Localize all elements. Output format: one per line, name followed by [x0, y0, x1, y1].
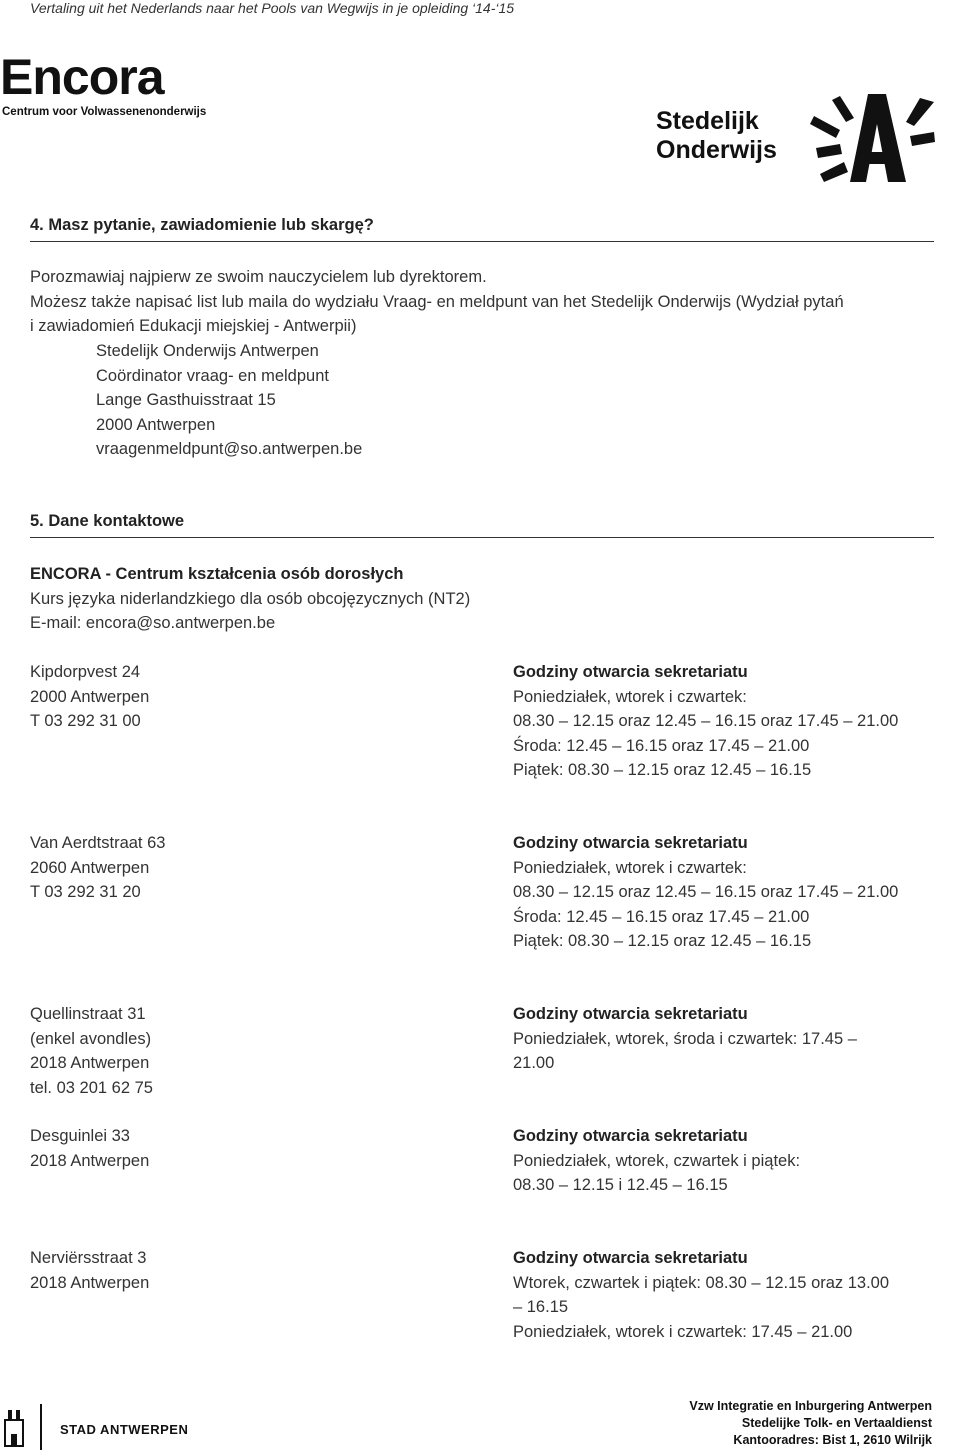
translation-note: Vertaling uit het Nederlands naar het Pools van Wegwijs in je opleiding ‘14-‘15 [30, 0, 515, 16]
location-address [30, 1246, 149, 1295]
hours-line: Poniedziałek, wtorek i czwartek: [513, 687, 747, 706]
encora-logo: Encora [0, 49, 164, 105]
hours-title: Godziny otwarcia sekretariatu [513, 663, 748, 681]
address-line: Quellinstraat 31 [30, 1005, 146, 1023]
section-4-paragraph-1: Porozmawiaj najpierw ze swoim nauczycielem lub dyrektorem. [30, 268, 487, 286]
contact-email-link[interactable]: vraagenmeldpunt@so.antwerpen.be [96, 440, 363, 458]
section-4-paragraph-2-line-1: Możesz także napisać list lub maila do wydziału Vraag- en meldpunt van het Stedelijk Onderwijs (Wydział pytań [30, 293, 844, 311]
location-address [30, 1124, 149, 1173]
hours-line: Poniedziałek, wtorek i czwartek: 17.45 – 21.00 [513, 1322, 853, 1341]
antwerpen-a-logo-icon [810, 92, 935, 184]
org-name: ENCORA - Centrum kształcenia osób dorosłych [30, 565, 404, 583]
location-hours [513, 1246, 889, 1344]
hours-line: Poniedziałek, wtorek, czwartek i piątek: [513, 1151, 801, 1170]
address-line: 2018 Antwerpen [30, 1273, 150, 1292]
org-email[interactable]: E-mail: encora@so.antwerpen.be [30, 614, 276, 632]
section-5-rule [30, 537, 934, 538]
section-4-title: 4. Masz pytanie, zawiadomienie lub skargę? [30, 216, 374, 234]
address-line: Van Aerdtstraat 63 [30, 834, 166, 852]
hours-line: Wtorek, czwartek i piątek: 08.30 – 12.15 oraz 13.00 [513, 1273, 890, 1292]
hours-title: Godziny otwarcia sekretariatu [513, 1127, 748, 1145]
hours-line: Piątek: 08.30 – 12.15 oraz 12.45 – 16.15 [513, 761, 812, 779]
antwerp-castle-icon [2, 1406, 26, 1448]
address-line: 2060 Antwerpen [30, 858, 150, 877]
location-address [30, 660, 149, 734]
location-address [30, 1002, 153, 1100]
address-line: Kipdorpvest 24 [30, 663, 141, 681]
address-line: 2018 Antwerpen [30, 1054, 150, 1072]
hours-line: 08.30 – 12.15 oraz 12.45 – 16.15 oraz 17.45 – 21.00 [513, 883, 899, 901]
address-line: Stedelijk Onderwijs Antwerpen [96, 342, 319, 360]
hours-title: Godziny otwarcia sekretariatu [513, 1249, 748, 1267]
address-line: Nerviërsstraat 3 [30, 1249, 147, 1267]
course-name: Kurs języka niderlandzkiego dla osób obcojęzycznych (NT2) [30, 590, 471, 608]
stad-antwerpen-logo: STAD ANTWERPEN [60, 1422, 189, 1437]
phone-line: T 03 292 31 20 [30, 883, 141, 901]
hours-line: 08.30 – 12.15 i 12.45 – 16.15 [513, 1176, 728, 1194]
address-line: 2018 Antwerpen [30, 1151, 150, 1170]
footer-line: Vzw Integratie en Inburgering Antwerpen [689, 1399, 932, 1413]
section-4-paragraph-2-line-2: i zawiadomień Edukacji miejskiej - Antwerpii) [30, 317, 357, 335]
location-hours [513, 831, 898, 954]
footer-line: Stedelijke Tolk- en Vertaaldienst [741, 1416, 932, 1430]
hours-title: Godziny otwarcia sekretariatu [513, 1005, 748, 1023]
hours-line: Poniedziałek, wtorek i czwartek: [513, 858, 747, 877]
so-line1: Stedelijk [656, 107, 759, 135]
hours-line: Poniedziałek, wtorek, środa i czwartek: 17.45 – [513, 1029, 857, 1048]
address-line: 2000 Antwerpen [96, 415, 216, 434]
address-line: Desguinlei 33 [30, 1127, 130, 1145]
location-hours [513, 660, 898, 783]
hours-line: Piątek: 08.30 – 12.15 oraz 12.45 – 16.15 [513, 932, 812, 950]
section-4-rule [30, 241, 934, 242]
encora-subtitle: Centrum voor Volwassenenonderwijs [2, 106, 207, 118]
address-line: Coördinator vraag- en meldpunt [96, 366, 329, 385]
hours-line: – 16.15 [513, 1298, 569, 1316]
hours-line: 21.00 [513, 1054, 555, 1072]
address-line: 2000 Antwerpen [30, 687, 150, 706]
so-line2: Onderwijs [656, 136, 777, 164]
address-line: Lange Gasthuisstraat 15 [96, 391, 276, 409]
location-hours [513, 1002, 857, 1076]
location-address [30, 831, 165, 905]
footer-line: Kantooradres: Bist 1, 2610 Wilrijk [733, 1433, 932, 1447]
section-5-title: 5. Dane kontaktowe [30, 512, 185, 530]
phone-line: T 03 292 31 00 [30, 712, 141, 730]
footer-organization [689, 1398, 932, 1449]
phone-line: tel. 03 201 62 75 [30, 1078, 153, 1097]
stedelijk-onderwijs-logo-text [656, 107, 777, 165]
footer-divider [40, 1404, 42, 1450]
hours-line: 08.30 – 12.15 oraz 12.45 – 16.15 oraz 17.45 – 21.00 [513, 712, 899, 730]
hours-title: Godziny otwarcia sekretariatu [513, 834, 748, 852]
contact-address-block [96, 339, 362, 462]
hours-line: Środa: 12.45 – 16.15 oraz 17.45 – 21.00 [513, 736, 810, 755]
hours-line: Środa: 12.45 – 16.15 oraz 17.45 – 21.00 [513, 907, 810, 926]
address-line: (enkel avondles) [30, 1029, 152, 1048]
location-hours [513, 1124, 800, 1198]
